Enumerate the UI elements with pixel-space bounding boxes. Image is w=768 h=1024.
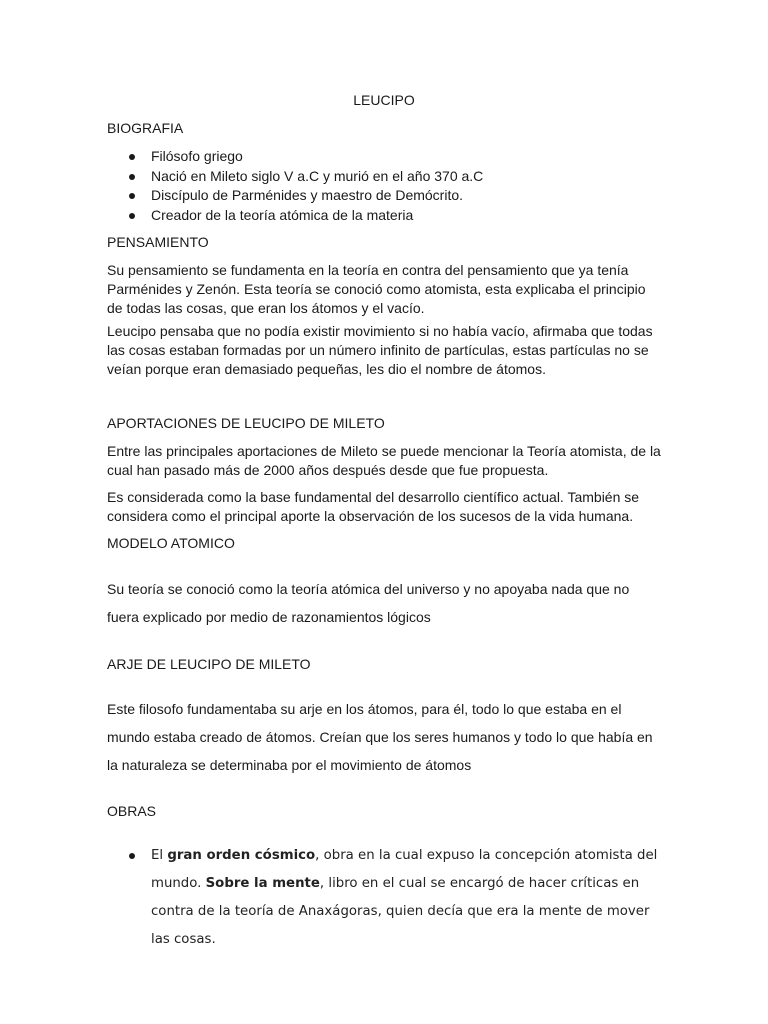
list-item: Nació en Mileto siglo V a.C y murió en el año 370 a.C xyxy=(107,167,663,187)
work-title: Sobre la mente xyxy=(205,876,320,891)
bullet-icon xyxy=(129,853,135,859)
list-item: El gran orden cósmico, obra en la cual expuso la concepción atomista del mundo. Sobre la mente, libro en el cual se encargó de hacer críticas en contra de la teoría de Anaxágoras, quien decía que era la mente de mover las cosas. xyxy=(107,842,667,954)
list-item: Creador de la teoría atómica de la materia xyxy=(107,206,663,226)
document-title: LEUCIPO xyxy=(353,92,415,108)
pensamiento-paragraph-1: Su pensamiento se fundamenta en la teoría en contra del pensamiento que ya tenía Parménides y Zenón. Esta teoría se conoció como atomista, esta explicaba el principio de todas las cosas, que eran los átomos y el vacío. xyxy=(107,262,646,316)
bullet-icon xyxy=(129,193,135,199)
bullet-icon xyxy=(129,174,135,180)
biografia-heading: BIOGRAFIA xyxy=(107,120,184,136)
bullet-icon xyxy=(129,154,135,160)
list-item: Filósofo griego xyxy=(107,147,663,167)
pensamiento-paragraph-2: Leucipo pensaba que no podía existir movimiento si no había vacío, afirmaba que todas las cosas estaban formadas por un número infinito de partículas, estas partículas no se veían porque eran demasiado pequeñas, les dio el nombre de átomos. xyxy=(107,323,653,377)
obras-heading: OBRAS xyxy=(107,803,157,819)
work-title: gran orden cósmico xyxy=(167,848,316,863)
aportaciones-heading: APORTACIONES DE LEUCIPO DE MILETO xyxy=(107,415,385,431)
obras-list xyxy=(107,842,667,954)
arje-heading: ARJE DE LEUCIPO DE MILETO xyxy=(107,656,311,672)
aportaciones-paragraph-2: Es considerada como la base fundamental del desarrollo científico actual. También se considera como el principal aporte la observación de los sucesos de la vida humana. xyxy=(107,489,640,524)
modelo-heading: MODELO ATOMICO xyxy=(107,535,235,551)
modelo-paragraph: Su teoría se conoció como la teoría atómica del universo y no apoyaba nada que no fuera explicado por medio de razonamientos lógicos xyxy=(107,581,630,625)
aportaciones-paragraph-1: Entre las principales aportaciones de Mileto se puede mencionar la Teoría atomista, de la cual han pasado más de 2000 años después desde que fue propuesta. xyxy=(107,443,661,478)
list-item: Discípulo de Parménides y maestro de Demócrito. xyxy=(107,186,663,206)
biografia-list xyxy=(107,147,663,225)
arje-paragraph: Este filosofo fundamentaba su arje en los átomos, para él, todo lo que estaba en el mundo estaba creado de átomos. Creían que los seres humanos y todo lo que había en la naturaleza se determinaba por el movimiento de átomos xyxy=(107,701,653,773)
pensamiento-heading: PENSAMIENTO xyxy=(107,234,209,250)
bullet-icon xyxy=(129,213,135,219)
